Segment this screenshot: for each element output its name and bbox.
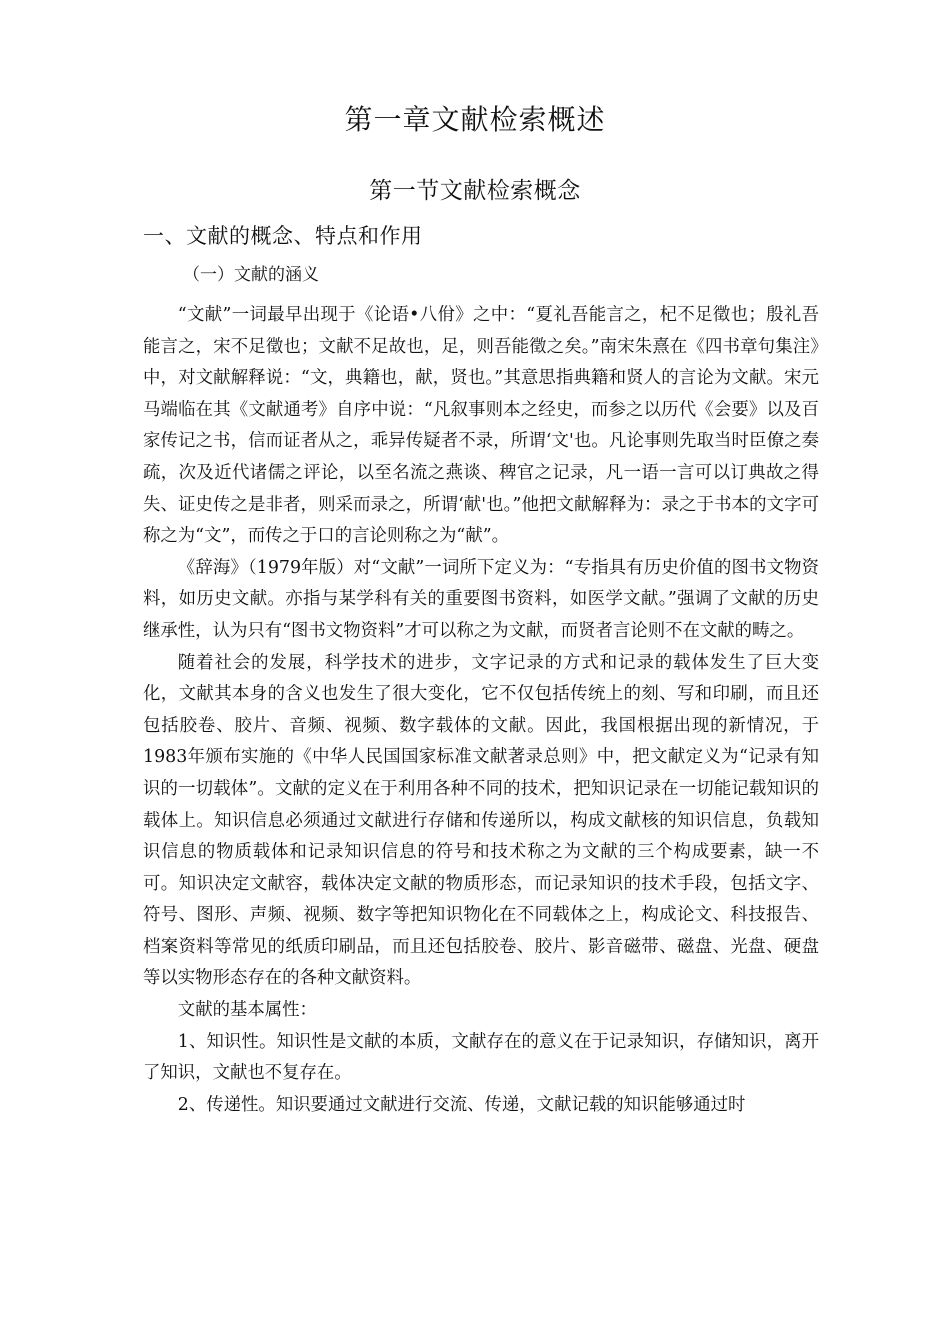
- chapter-title: 第一章文献检索概述: [344, 103, 606, 136]
- paragraph: 《辞海》（1979年版）对“文献”一词所下定义为：“专指具有历史价值的图书文物资料，如历史文献。亦指与某学科有关的重要图书资料，如医学文献。”强调了文献的历史继承性，认为只有“图书文物资料”才可以称之为文献，而贤者言论则不在文献的畴之。: [143, 557, 819, 641]
- paragraph: 随着社会的发展，科学技术的进步，文字记录的方式和记录的载体发生了巨大变化，文献其本身的含义也发生了很大变化，它不仅包括传统上的刻、写和印刷，而且还包括胶卷、胶片、音频、视频、数字载体的文献。因此，我国根据出现的新情况，于1983年颁布实施的《中华人民国国家标准文献著录总则》中，把文献定义为“记录有知识的一切载体”。文献的定义在于利用各种不同的技术，把知识记录在一切能记载知识的载体上。知识信息必须通过文献进行存储和传递所以，构成文献核的知识信息，负载知识信息的物质载体和记录知识信息的符号和技术称之为文献的三个构成要素，缺一不可。知识决定文献容，载体决定文献的物质形态，而记录知识的技术手段，包括文字、符号、图形、声频、视频、数字等把知识物化在不同载体之上，构成论文、科技报告、档案资料等常见的纸质印刷品，而且还包括胶卷、胶片、影音磁带、磁盘、光盘、硬盘等以实物形态存在的各种文献资料。: [143, 652, 819, 989]
- paragraph: 1、知识性。知识性是文献的本质，文献存在的意义在于记录知识，存储知识，离开了知识，文献也不复存在。: [143, 1031, 819, 1084]
- section-title: 第一节文献检索概念: [369, 178, 581, 204]
- heading-level-1: 一、文献的概念、特点和作用: [143, 224, 423, 248]
- body-text: [143, 300, 819, 1121]
- paragraph: 文献的基本属性：: [177, 1000, 317, 1021]
- paragraph: 2、传递性。知识要通过文献进行交流、传递，文献记载的知识能够通过时: [177, 1094, 746, 1115]
- heading-level-2: （一）文献的涵义: [183, 265, 319, 285]
- paragraph: “文献”一词最早出现于《论语•八佾》之中：“夏礼吾能言之，杞不足徵也；殷礼吾能言之，宋不足徵也；文献不足故也，足，则吾能徵之矣。”南宋朱熹在《四书章句集注》中，对文献解释说：“文，典籍也，献，贤也。”其意思指典籍和贤人的言论为文献。宋元马端临在其《文献通考》自序中说：“凡叙事则本之经史，而参之以历代《会要》以及百家传记之书，信而证者从之，乖异传疑者不录，所谓‘文'也。凡论事则先取当时臣僚之奏疏，次及近代诸儒之评论，以至名流之燕谈、稗官之记录，凡一语一言可以订典故之得失、证史传之是非者，则采而录之，所谓‘献'也。”他把文献解释为：录之于书本的文字可称之为“文”，而传之于口的言论则称之为“献”。: [143, 305, 819, 547]
